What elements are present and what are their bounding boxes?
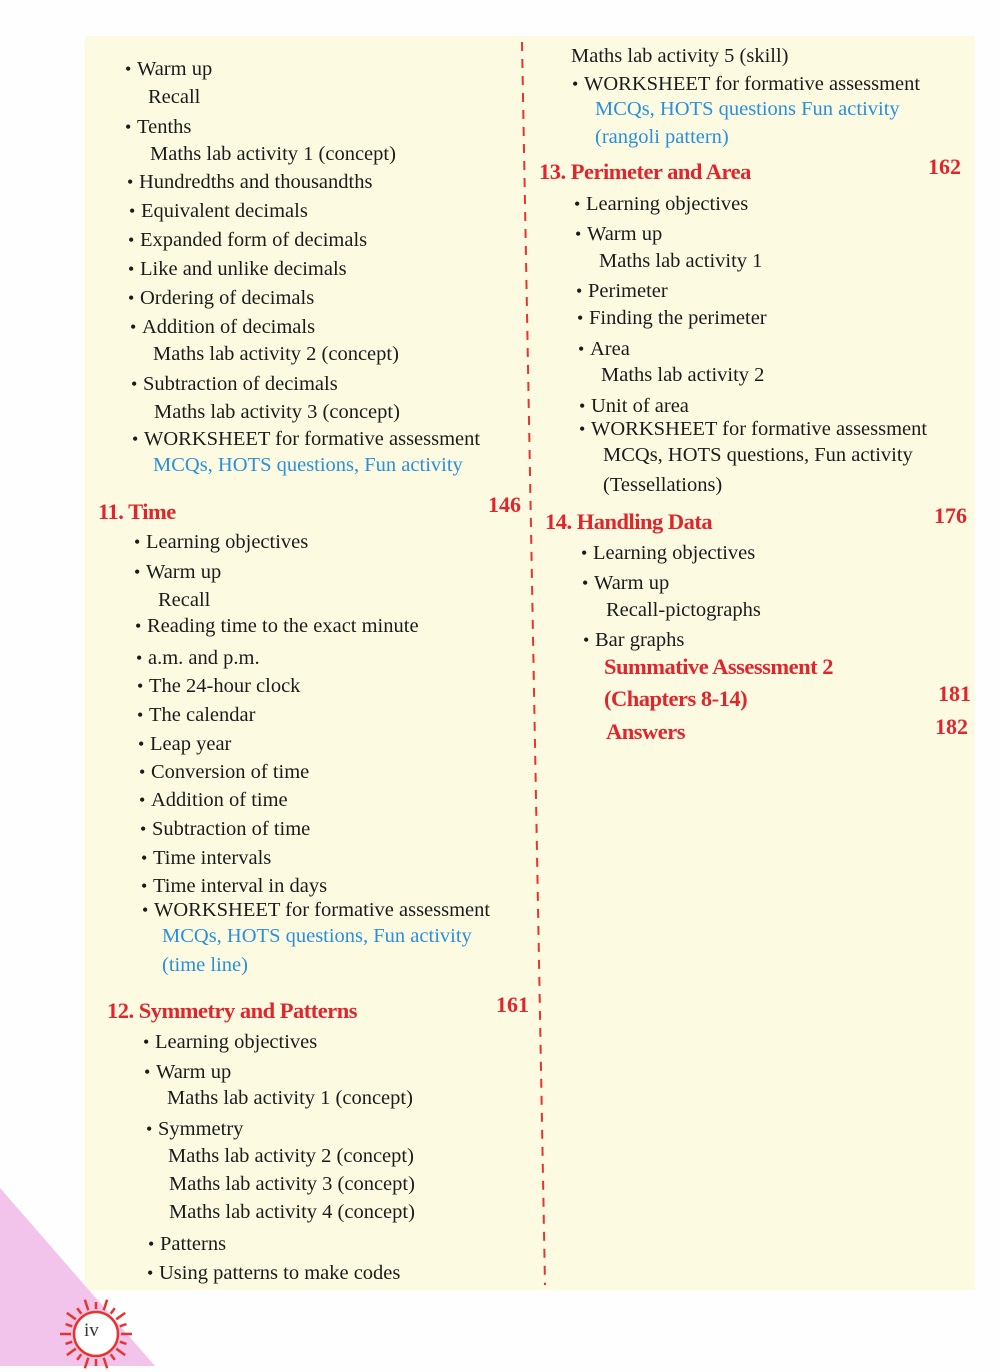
entry-text: Maths lab activity 1 (concept) <box>150 143 396 165</box>
entry-text: 12. Symmetry and Patterns <box>107 998 357 1023</box>
entry-text: Unit of area <box>591 395 689 417</box>
bullet-icon: • <box>572 74 579 94</box>
bullet-icon: • <box>575 224 582 244</box>
toc-entry <box>137 702 255 728</box>
bullet-icon: • <box>129 201 136 221</box>
entry-text: Time intervals <box>153 847 272 869</box>
entry-text: Warm up <box>587 223 663 245</box>
toc-entry <box>595 124 729 150</box>
entry-text: Perimeter <box>588 280 668 302</box>
entry-text: Warm up <box>594 572 670 594</box>
toc-entry <box>153 452 463 478</box>
page-ref: 181 <box>938 681 971 706</box>
bullet-icon: • <box>143 1032 150 1052</box>
page-ref: 176 <box>934 503 967 528</box>
entry-text: The 24-hour clock <box>149 675 301 697</box>
entry-text: Reading time to the exact minute <box>147 615 419 637</box>
bullet-icon: • <box>128 288 135 308</box>
bullet-icon: • <box>127 172 134 192</box>
entry-text: Learning objectives <box>593 542 756 564</box>
entry-text: Addition of time <box>151 789 288 811</box>
toc-entry <box>134 529 308 555</box>
toc-entry <box>128 227 367 253</box>
toc-entry <box>142 897 490 923</box>
entry-text: Tenths <box>137 116 192 138</box>
toc-entry <box>581 540 755 566</box>
chapter-heading <box>98 499 176 525</box>
entry-text: Learning objectives <box>155 1031 318 1053</box>
entry-text: Warm up <box>156 1061 232 1083</box>
entry-text: Maths lab activity 5 (skill) <box>571 45 789 67</box>
entry-text: 13. Perimeter and Area <box>539 159 751 184</box>
bullet-icon: • <box>139 790 146 810</box>
entry-text: Learning objectives <box>586 193 749 215</box>
toc-entry <box>141 873 327 899</box>
entry-text: a.m. and p.m. <box>148 647 260 669</box>
toc-entry <box>576 278 668 304</box>
entry-text: Recall <box>158 589 211 611</box>
entry-text: Maths lab activity 3 (concept) <box>154 401 400 423</box>
bullet-icon: • <box>144 1062 151 1082</box>
toc-entry <box>132 426 480 452</box>
entry-text: 14. Handling Data <box>545 509 713 534</box>
toc-entry <box>125 114 191 140</box>
bullet-icon: • <box>137 676 144 696</box>
entry-text: Maths lab activity 2 (concept) <box>153 343 399 365</box>
toc-entry <box>582 570 669 596</box>
entry-text: Finding the perimeter <box>589 307 767 329</box>
bullet-icon: • <box>136 648 143 668</box>
toc-entry <box>599 248 762 274</box>
entry-text: Maths lab activity 2 (concept) <box>168 1145 414 1167</box>
toc-entry <box>603 472 722 498</box>
entry-text: Symmetry <box>158 1118 244 1140</box>
bullet-icon: • <box>139 762 146 782</box>
entry-text: Ordering of decimals <box>140 287 315 309</box>
column-divider <box>522 42 545 1285</box>
toc-entry <box>136 645 260 671</box>
bullet-icon: • <box>146 1119 153 1139</box>
entry-text: Warm up <box>137 58 213 80</box>
toc-entry <box>148 84 200 110</box>
toc-entry <box>583 627 684 653</box>
bullet-icon: • <box>135 616 142 636</box>
toc-entry <box>128 285 314 311</box>
entry-text: Using patterns to make codes <box>159 1262 401 1284</box>
entry-text: Recall <box>148 86 201 108</box>
entry-text: Conversion of time <box>151 761 310 783</box>
toc-entry <box>128 256 347 282</box>
toc-entry <box>153 341 399 367</box>
toc-entry <box>150 141 396 167</box>
toc-entry <box>169 1199 415 1225</box>
entry-text: MCQs, HOTS questions, Fun activity <box>603 444 913 466</box>
entry-text: WORKSHEET for formative assessment <box>591 418 928 440</box>
page-ref: 146 <box>488 492 521 517</box>
chapter-heading <box>606 719 685 745</box>
entry-text: Time interval in days <box>153 875 328 897</box>
bullet-icon: • <box>132 429 139 449</box>
bullet-icon: • <box>141 848 148 868</box>
toc-entry <box>143 1029 317 1055</box>
entry-text: Maths lab activity 1 (concept) <box>167 1087 413 1109</box>
toc-entry <box>162 952 248 978</box>
toc-entry <box>162 923 472 949</box>
bullet-icon: • <box>147 1263 154 1283</box>
chapter-heading <box>539 159 751 185</box>
chapter-heading <box>107 998 357 1024</box>
toc-entry <box>603 442 913 468</box>
toc-entry <box>577 305 767 331</box>
entry-text: Area <box>590 338 630 360</box>
bullet-icon: • <box>128 230 135 250</box>
toc-entry <box>595 96 900 122</box>
toc-entry <box>158 587 210 613</box>
toc-entry <box>127 169 372 195</box>
entry-text: Maths lab activity 2 <box>601 364 765 386</box>
entry-text: Summative Assessment 2 <box>604 654 833 679</box>
bullet-icon: • <box>142 900 149 920</box>
bullet-icon: • <box>574 194 581 214</box>
bullet-icon: • <box>579 396 586 416</box>
toc-entry <box>601 362 764 388</box>
toc-entry <box>154 399 400 425</box>
bullet-icon: • <box>128 259 135 279</box>
toc-entry <box>137 673 300 699</box>
entry-text: Bar graphs <box>595 629 685 651</box>
bullet-icon: • <box>134 532 141 552</box>
toc-entry <box>579 416 927 442</box>
bullet-icon: • <box>581 543 588 563</box>
bullet-icon: • <box>583 630 590 650</box>
bullet-icon: • <box>137 705 144 725</box>
toc-entry <box>168 1143 414 1169</box>
bullet-icon: • <box>582 573 589 593</box>
bullet-icon: • <box>130 317 137 337</box>
bullet-icon: • <box>140 819 147 839</box>
entry-text: (Chapters 8-14) <box>604 686 748 711</box>
toc-entry <box>578 336 630 362</box>
chapter-heading <box>604 654 833 680</box>
bullet-icon: • <box>125 59 132 79</box>
entry-text: Answers <box>606 719 685 744</box>
page-ref: 162 <box>928 154 961 179</box>
page-ref: 161 <box>496 992 529 1017</box>
chapter-heading <box>545 509 712 535</box>
entry-text: (time line) <box>162 954 248 976</box>
toc-entry <box>140 816 310 842</box>
entry-text: MCQs, HOTS questions Fun activity <box>595 98 900 120</box>
toc-entry <box>141 845 271 871</box>
toc-entry <box>130 314 315 340</box>
entry-text: (rangoli pattern) <box>595 126 729 148</box>
bullet-icon: • <box>125 117 132 137</box>
toc-entry <box>571 43 789 69</box>
bullet-icon: • <box>131 374 138 394</box>
entry-text: Hundredths and thousandths <box>139 171 373 193</box>
entry-text: Maths lab activity 4 (concept) <box>169 1201 415 1223</box>
toc-entry <box>125 56 212 82</box>
entry-text: Learning objectives <box>146 531 309 553</box>
bullet-icon: • <box>579 419 586 439</box>
entry-text: Expanded form of decimals <box>140 229 368 251</box>
page-number: iv <box>84 1320 99 1341</box>
bullet-icon: • <box>138 734 145 754</box>
toc-entry <box>575 221 662 247</box>
entry-text: Maths lab activity 1 <box>599 250 763 272</box>
bullet-icon: • <box>578 339 585 359</box>
toc-entry <box>131 371 338 397</box>
entry-text: MCQs, HOTS questions, Fun activity <box>162 925 472 947</box>
entry-text: Warm up <box>146 561 222 583</box>
entry-text: Like and unlike decimals <box>140 258 347 280</box>
bullet-icon: • <box>577 308 584 328</box>
entry-text: Subtraction of time <box>152 818 311 840</box>
toc-entry <box>146 1116 243 1142</box>
bullet-icon: • <box>148 1234 155 1254</box>
toc-entry <box>148 1231 226 1257</box>
entry-text: WORKSHEET for formative assessment <box>584 73 921 95</box>
bullet-icon: • <box>576 281 583 301</box>
toc-entry <box>139 787 288 813</box>
chapter-heading <box>604 686 747 712</box>
entry-text: Leap year <box>150 733 232 755</box>
toc-entry <box>606 597 761 623</box>
entry-text: WORKSHEET for formative assessment <box>154 899 491 921</box>
entry-text: Maths lab activity 3 (concept) <box>169 1173 415 1195</box>
entry-text: Equivalent decimals <box>141 200 308 222</box>
toc-entry <box>147 1260 400 1286</box>
toc-entry <box>574 191 748 217</box>
page-ref: 182 <box>935 714 968 739</box>
bullet-icon: • <box>141 876 148 896</box>
entry-text: Patterns <box>160 1233 227 1255</box>
toc-entry <box>169 1171 415 1197</box>
toc-entry <box>572 71 920 97</box>
toc-entry <box>144 1059 231 1085</box>
entry-text: Addition of decimals <box>142 316 316 338</box>
toc-entry <box>138 731 231 757</box>
bullet-icon: • <box>134 562 141 582</box>
toc-entry <box>135 613 419 639</box>
toc-entry <box>129 198 308 224</box>
entry-text: 11. Time <box>98 499 176 524</box>
entry-text: The calendar <box>149 704 256 726</box>
entry-text: (Tessellations) <box>603 474 723 496</box>
entry-text: Recall-pictographs <box>606 599 761 621</box>
toc-entry <box>134 559 221 585</box>
entry-text: MCQs, HOTS questions, Fun activity <box>153 454 463 476</box>
toc-entry <box>167 1085 413 1111</box>
entry-text: Subtraction of decimals <box>143 373 338 395</box>
toc-entry <box>139 759 309 785</box>
entry-text: WORKSHEET for formative assessment <box>144 428 481 450</box>
